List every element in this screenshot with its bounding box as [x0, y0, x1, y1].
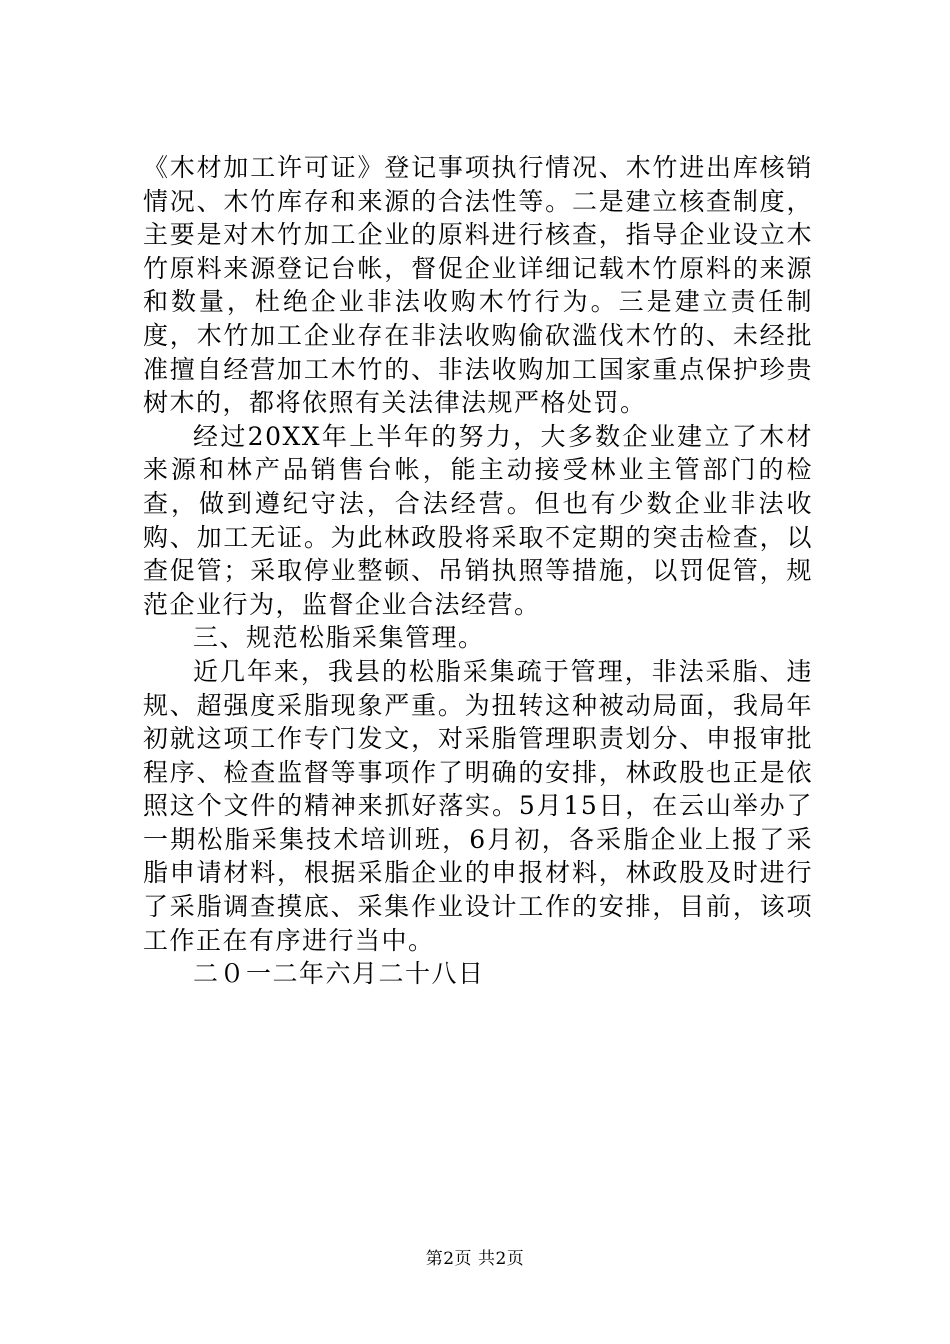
- page-footer: 第2页 共2页: [425, 1249, 525, 1269]
- document-body: [143, 151, 813, 991]
- paragraph-continuation: 《木材加工许可证》登记事项执行情况、木竹进出库核销情况、木竹库存和来源的合法性等。二是建立核查制度，主要是对木竹加工企业的原料进行核查，指导企业设立木竹原料来源登记台帐，督促企业详细记载木竹原料的来源和数量，杜绝企业非法收购木竹行为。三是建立责任制度，木竹加工企业存在非法收购偷砍滥伐木竹的、未经批准擅自经营加工木竹的、非法收购加工国家重点保护珍贵树木的，都将依照有关法律法规严格处罚。: [143, 153, 813, 418]
- paragraph-progress: 经过20XX年上半年的努力，大多数企业建立了木材来源和林产品销售台帐，能主动接受林业主管部门的检查，做到遵纪守法，合法经营。但也有少数企业非法收购、加工无证。为此林政股将采取不定期的突击检查，以查促管；采取停业整顿、吊销执照等措施，以罚促管，规范企业行为，监督企业合法经营。: [143, 421, 813, 619]
- document-date: 二０一二年六月二十八日: [193, 959, 485, 989]
- paragraph-resin: 近几年来，我县的松脂采集疏于管理，非法采脂、违规、超强度采脂现象严重。为扭转这种被动局面，我局年初就这项工作专门发文，对采脂管理职责划分、申报审批程序、检查监督等事项作了明确的安排，林政股也正是依照这个文件的精神来抓好落实。5月15日，在云山举办了一期松脂采集技术培训班，6月初，各采脂企业上报了采脂申请材料，根据采脂企业的申报材料，林政股及时进行了采脂调查摸底、采集作业设计工作的安排，目前，该项工作正在有序进行当中。: [143, 656, 813, 955]
- section-heading: 三、规范松脂采集管理。: [193, 623, 485, 653]
